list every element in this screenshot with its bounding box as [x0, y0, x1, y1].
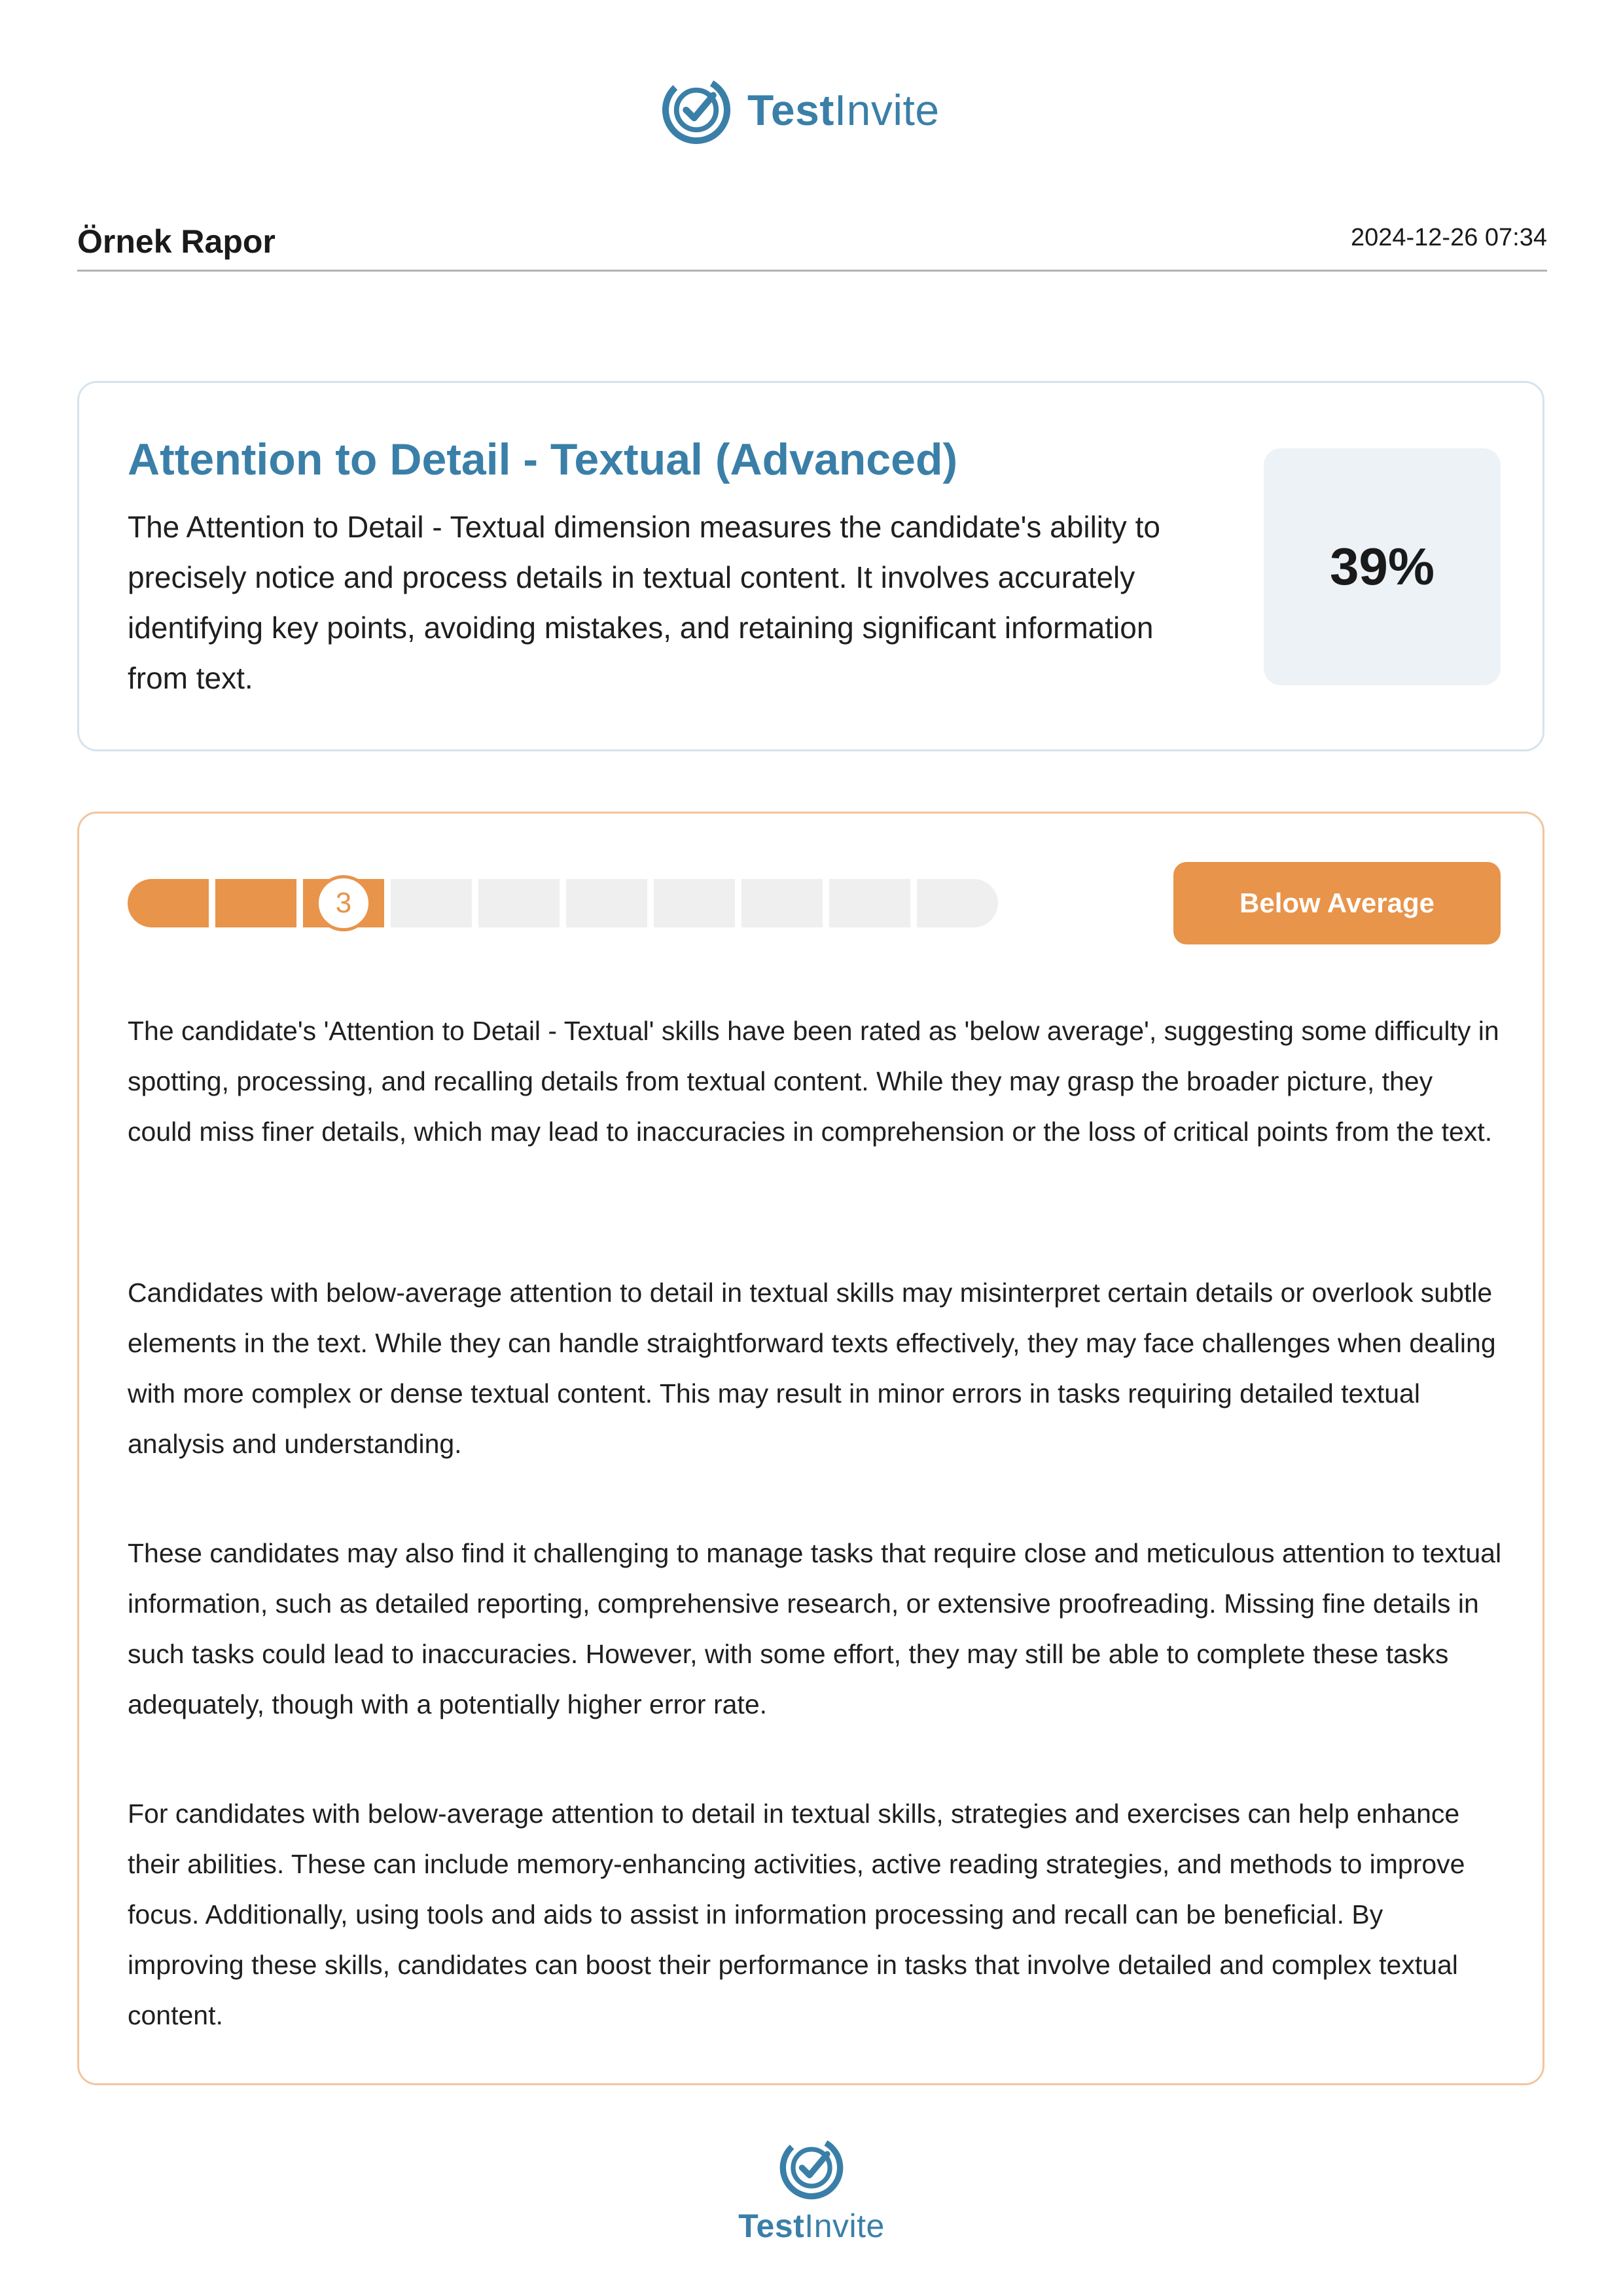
- dimension-card: [77, 381, 1544, 751]
- brand-name: TestInvite: [738, 2208, 885, 2244]
- level-segment-10: [917, 879, 998, 927]
- level-segment-1: [128, 879, 209, 927]
- level-segment-6: [566, 879, 647, 927]
- rating-badge: Below Average: [1173, 862, 1501, 944]
- level-segment-9: [829, 879, 910, 927]
- dimension-description: The Attention to Detail - Textual dimension measures the candidate's ability to precisely notice and process details in textual content. It involves accurately identifying key points, avoiding mistakes, and retaining significant information from text.: [128, 510, 1160, 695]
- score-box: [1264, 448, 1501, 685]
- check-shield-icon: [777, 2134, 846, 2202]
- assessment-paragraph-4: For candidates with below-average attention to detail in textual skills, strategies and exercises can help enhance their abilities. These can include memory-enhancing activities, active reading strategies, and methods to improve focus. Additionally, using tools and aids to assist in information processing and recall can be beneficial. By improving these skills, candidates can boost their performance in tasks that involve detailed and complex textual content.: [128, 1799, 1465, 2030]
- report-header: [77, 223, 1547, 272]
- brand-logo-top: [660, 73, 940, 147]
- level-segment-3: [303, 879, 384, 927]
- report-date: 2024-12-26 07:34: [1350, 224, 1547, 251]
- level-scale: [128, 879, 998, 927]
- level-segment-7: [654, 879, 735, 927]
- report-title: Örnek Rapor: [77, 223, 276, 260]
- level-segment-8: [741, 879, 823, 927]
- level-marker: 3: [315, 875, 372, 931]
- assessment-paragraph-3: These candidates may also find it challenging to manage tasks that require close and meticulous attention to textual information, such as detailed reporting, comprehensive research, or extensive proofreading. Missing fine details in such tasks could lead to inaccuracies. However, with some effort, they may still be able to complete these tasks adequately, though with a potentially higher error rate.: [128, 1538, 1502, 1719]
- level-segment-2: [215, 879, 296, 927]
- score-value: 39%: [1329, 537, 1435, 596]
- level-segment-5: [478, 879, 560, 927]
- level-segment-4: [391, 879, 472, 927]
- brand-name: TestInvite: [747, 86, 940, 134]
- assessment-paragraph-1: The candidate's 'Attention to Detail - Textual' skills have been rated as 'below average', suggesting some difficulty in spotting, processing, and recalling details from textual content. While they may grasp the broader picture, they could miss finer details, which may lead to inaccuracies in comprehension or the loss of critical points from the text.: [128, 1016, 1499, 1147]
- check-shield-icon: [660, 73, 733, 147]
- assessment-card: [77, 812, 1544, 2085]
- assessment-paragraph-2: Candidates with below-average attention to detail in textual skills may misinterpret certain details or overlook subtle elements in the text. While they can handle straightforward texts effectively, they may face challenges when dealing with more complex or dense textual content. This may result in minor errors in tasks requiring detailed textual analysis and understanding.: [128, 1278, 1496, 1459]
- brand-logo-bottom: [726, 2134, 897, 2245]
- dimension-title: Attention to Detail - Textual (Advanced): [128, 435, 958, 484]
